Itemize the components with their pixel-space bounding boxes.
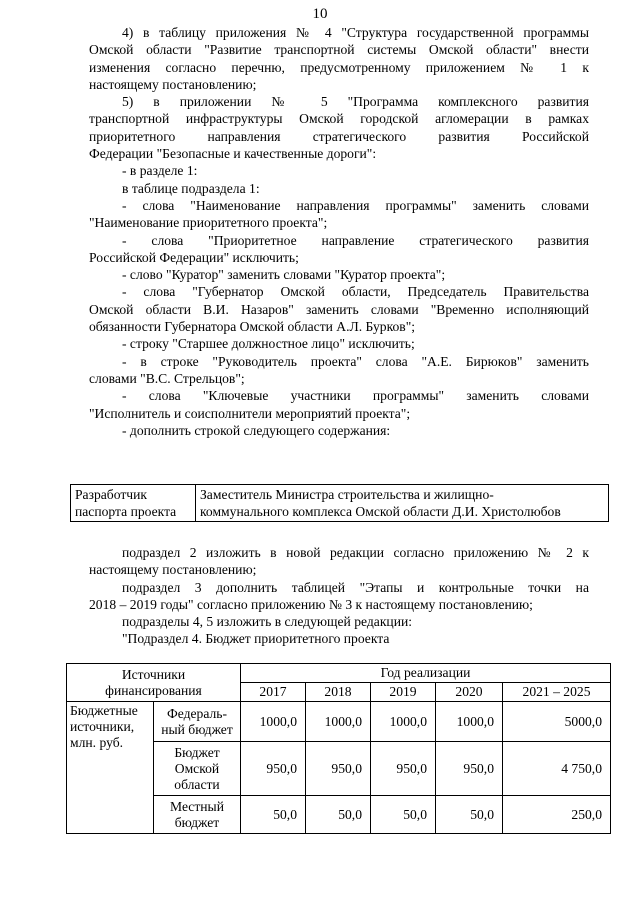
item-4-line-3: изменения согласно перечню, предусмотренному приложением № 1 к bbox=[89, 59, 589, 75]
subsection-4-heading: "Подраздел 4. Бюджет приоритетного проекта bbox=[122, 631, 390, 647]
local-2017-value: 50,0 bbox=[241, 796, 306, 834]
developer-value-line-2: коммунального комплекса Омской области Д.И. Христолюбов bbox=[200, 504, 561, 519]
developer-label-line-2: паспорта проекта bbox=[75, 504, 177, 519]
local-2019-value: 50,0 bbox=[371, 796, 436, 834]
header-source-line-2: финансирования bbox=[105, 682, 202, 698]
local-label-line-2: бюджет bbox=[174, 814, 220, 830]
developer-label-line-1: Разработчик bbox=[75, 487, 147, 502]
regional-label-line-3: области bbox=[174, 776, 220, 792]
subsection-1-line: в таблице подраздела 1: bbox=[122, 180, 260, 196]
developer-row bbox=[71, 485, 609, 522]
change-3-line: - слово "Куратор" заменить словами "Куратор проекта"; bbox=[122, 267, 446, 283]
year-2019-header: 2019 bbox=[371, 683, 436, 702]
regional-2018-value: 950,0 bbox=[306, 742, 371, 796]
regional-label-line-2: Омской bbox=[174, 760, 220, 776]
budget-group-line-1: Бюджетные bbox=[70, 703, 138, 718]
year-2020-header: 2020 bbox=[436, 683, 503, 702]
item-4-line-1: 4) в таблицу приложения № 4 "Структура государственной программы bbox=[122, 25, 589, 40]
item-5-line-3: приоритетного направления стратегического развития Российской bbox=[89, 128, 589, 144]
change-1-line-1: - слова "Наименование направления программы" заменить словами bbox=[122, 197, 589, 213]
header-source-cell bbox=[67, 664, 241, 702]
change-4-line-3: обязанности Губернатора Омской области А.Л. Бурков"; bbox=[89, 319, 416, 335]
regional-2017-value: 950,0 bbox=[241, 742, 306, 796]
change-2-line-1: - слова "Приоритетное направление стратегического развития bbox=[122, 232, 589, 248]
year-2017-header: 2017 bbox=[241, 683, 306, 702]
regional-2019-value: 950,0 bbox=[371, 742, 436, 796]
federal-label-line-1: Федераль- bbox=[166, 705, 227, 721]
item-4-line-2: Омской области "Развитие транспортной системы Омской области" внести bbox=[89, 42, 589, 58]
year-2018-header: 2018 bbox=[306, 683, 371, 702]
item-5-line-4: Федерации "Безопасные и качественные дороги": bbox=[89, 146, 377, 162]
change-4-line-2: Омской области В.И. Назаров" заменить словами "Временно исполняющий bbox=[89, 301, 589, 317]
regional-2021-2025-value: 4 750,0 bbox=[503, 742, 611, 796]
federal-2020-value: 1000,0 bbox=[436, 702, 503, 742]
subsections-text bbox=[89, 544, 589, 648]
developer-table bbox=[70, 484, 609, 522]
federal-label-cell bbox=[154, 702, 241, 742]
regional-label-line-1: Бюджет bbox=[174, 744, 220, 760]
local-2018-value: 50,0 bbox=[306, 796, 371, 834]
item-5-line-2: транспортной инфраструктуры Омской городской агломерации в рамках bbox=[89, 111, 589, 127]
change-5-line: - строку "Старшее должностное лицо" исключить; bbox=[122, 336, 415, 352]
change-6-line-2: словами "В.С. Стрельцов"; bbox=[89, 370, 245, 386]
federal-label-line-2: ный бюджет bbox=[161, 721, 233, 737]
budget-group-cell bbox=[67, 702, 154, 834]
subsections-4-5-line: подразделы 4, 5 изложить в следующей редакции: bbox=[122, 614, 413, 630]
header-year-cell: Год реализации bbox=[241, 664, 611, 683]
budget-group-line-3: млн. руб. bbox=[70, 735, 124, 750]
federal-2019-value: 1000,0 bbox=[371, 702, 436, 742]
local-2020-value: 50,0 bbox=[436, 796, 503, 834]
federal-2018-value: 1000,0 bbox=[306, 702, 371, 742]
amendments-text bbox=[89, 24, 589, 439]
subsection-2-line-1: подраздел 2 изложить в новой редакции согласно приложению № 2 к bbox=[122, 545, 589, 560]
change-8-line: - дополнить строкой следующего содержания: bbox=[122, 422, 391, 438]
federal-2017-value: 1000,0 bbox=[241, 702, 306, 742]
local-label-line-1: Местный bbox=[170, 798, 224, 814]
developer-value-line-1: Заместитель Министра строительства и жилищно- bbox=[200, 487, 494, 502]
change-7-line-1: - слова "Ключевые участники программы" заменить словами bbox=[122, 388, 589, 404]
developer-label-cell bbox=[71, 485, 196, 522]
section-1-line: - в разделе 1: bbox=[122, 163, 198, 179]
subsection-3-line-1: подраздел 3 дополнить таблицей "Этапы и контрольные точки на bbox=[122, 579, 589, 595]
change-7-line-2: "Исполнитель и соисполнители мероприятий проекта"; bbox=[89, 405, 411, 421]
budget-group-line-2: источники, bbox=[70, 719, 135, 734]
local-2021-2025-value: 250,0 bbox=[503, 796, 611, 834]
budget-row-federal bbox=[67, 702, 611, 742]
item-5-line-1: 5) в приложении № 5 "Программа комплексного развития bbox=[122, 94, 589, 110]
header-source-line-1: Источники bbox=[121, 666, 186, 682]
year-2021-2025-header: 2021 – 2025 bbox=[503, 683, 611, 702]
subsection-3-line-2: 2018 – 2019 годы" согласно приложению № 3 к настоящему постановлению; bbox=[89, 596, 533, 612]
local-label-cell bbox=[154, 796, 241, 834]
regional-2020-value: 950,0 bbox=[436, 742, 503, 796]
change-4-line-1: - слова "Губернатор Омской области, Председатель Правительства bbox=[122, 284, 589, 300]
change-2-line-2: Российской Федерации" исключить; bbox=[89, 249, 299, 265]
budget-header-row-1 bbox=[67, 664, 611, 683]
item-4-line-4: настоящему постановлению; bbox=[89, 76, 257, 92]
regional-label-cell bbox=[154, 742, 241, 796]
subsection-2-line-2: настоящему постановлению; bbox=[89, 562, 257, 578]
page-number: 10 bbox=[312, 6, 328, 22]
federal-2021-2025-value: 5000,0 bbox=[503, 702, 611, 742]
developer-value-cell bbox=[196, 485, 609, 522]
change-6-line-1: - в строке "Руководитель проекта" слова "А.Е. Бирюков" заменить bbox=[122, 353, 589, 369]
budget-table bbox=[66, 663, 611, 834]
change-1-line-2: "Наименование приоритетного проекта"; bbox=[89, 215, 328, 231]
